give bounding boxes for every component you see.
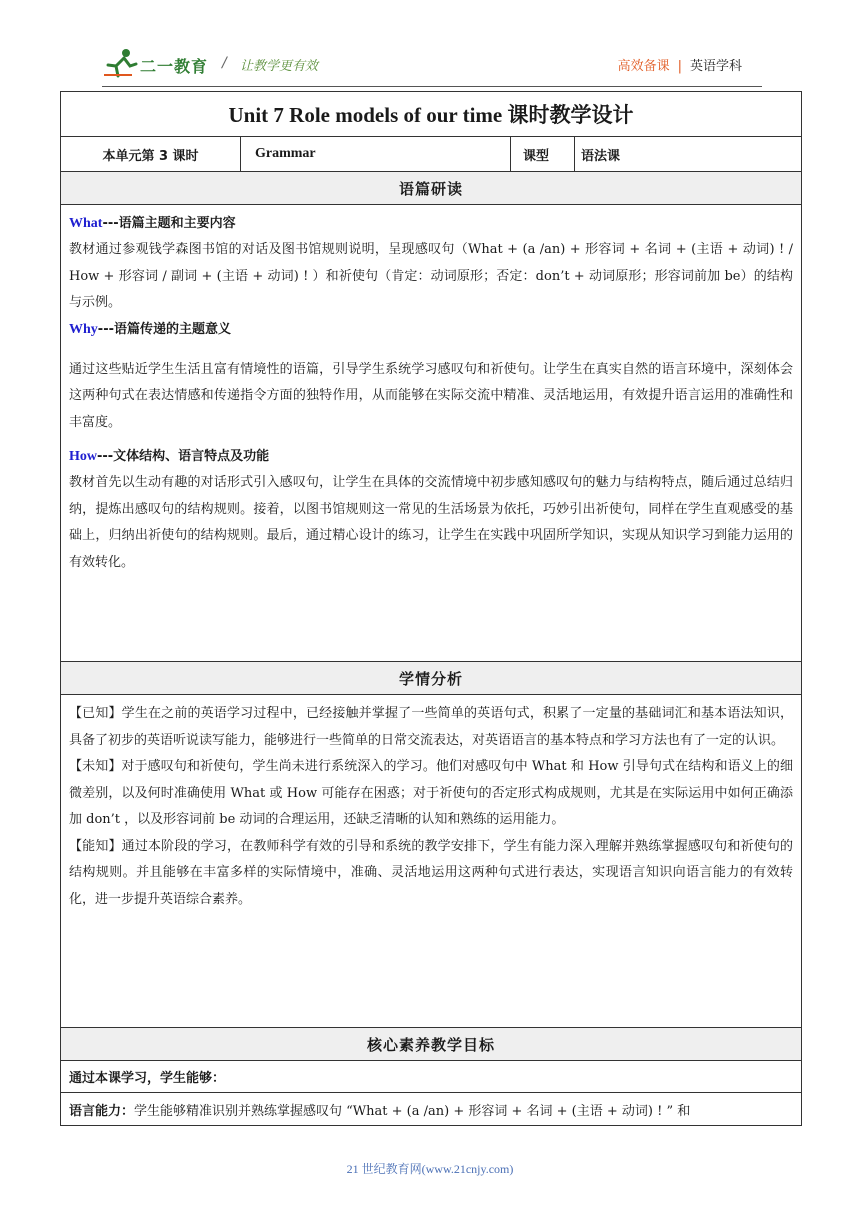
- prep-label: 高效备课: [617, 59, 670, 74]
- why-title: ---语篇传递的主题意义: [97, 321, 231, 337]
- header-rule: [102, 86, 762, 87]
- page-header: [0, 0, 860, 90]
- what-keyword: What: [69, 216, 103, 231]
- runner-logo-icon: [104, 48, 138, 78]
- lesson-type-value: 语法课: [581, 148, 621, 164]
- header-divider: |: [677, 59, 682, 74]
- what-heading: [69, 211, 793, 237]
- ability-label: 语言能力：: [69, 1103, 135, 1119]
- why-keyword: Why: [69, 321, 98, 337]
- how-text: 教材首先以生动有趣的对话形式引入感叹句，让学生在具体的交流情境中初步感知感叹句的魅力与结构特点，随后通过总结归纳，提炼出感叹句的结构规则。接着，以图书馆规则这一常见的生活场景为依托，巧妙引出祈使句，同样在学生直观感受的基础上，归纳出祈使句的结构规则。最后，通过精心设计的练习，让学生在实践中巩固所学知识，实现从知识学习到能力运用的有效转化。: [69, 475, 793, 570]
- section-heading-core-goals: 核心素养教学目标: [61, 1028, 801, 1061]
- header-right: [618, 55, 742, 74]
- document-title: Unit 7 Role models of our time 课时教学设计: [61, 92, 801, 137]
- what-title: ---语篇主题和主要内容: [102, 216, 236, 231]
- lesson-type-label: 课型: [511, 137, 575, 171]
- page-footer: 21 世纪教育网(www.21cnjy.com): [346, 1162, 514, 1176]
- text-analysis-body: [61, 205, 801, 662]
- unknown-text: 【未知】对于感叹句和祈使句，学生尚未进行系统深入的学习。他们对感叹句中 What 和 How 引导句式在结构和语义上的细微差别，以及何时准确使用 What 或 How 可能存在困惑；对于祈使句的否定形式构成规则，尤其是在实际运用中如何正确添加 don’t ，以及形容词前 be 动词的合理运用，还缺乏清晰的认知和熟练的运用能力。: [69, 759, 793, 827]
- slogan: 让教学更有效: [240, 59, 319, 74]
- lesson-topic: Grammar: [241, 137, 511, 171]
- why-text: 通过这些贴近学生生活且富有情境性的语篇，引导学生系统学习感叹句和祈使句。让学生在真实自然的语言环境中，深刻体会这两种句式在表达情感和传递指令方面的独特作用，从而能够在实际交流中精准、灵活地运用，有效提升语言运用的准确性和丰富度。: [69, 361, 793, 430]
- lesson-design-table: [60, 91, 802, 1126]
- section-heading-text-analysis: 语篇研读: [61, 172, 801, 205]
- goals-intro: 通过本课学习，学生能够：: [61, 1061, 801, 1093]
- why-heading: [69, 317, 793, 343]
- how-keyword: How: [69, 449, 97, 464]
- section-heading-learner-analysis: 学情分析: [61, 662, 801, 695]
- able-text: 【能知】通过本阶段的学习，在教师科学有效的引导和系统的教学安排下，学生有能力深入理解并熟练掌握感叹句和祈使句的结构规则。并且能够在丰富多样的实际情境中，准确、灵活地运用这两种句式进行表达，实现语言知识向语言能力的有效转化，进一步提升英语综合素养。: [69, 838, 793, 907]
- known-text: 【已知】学生在之前的英语学习过程中，已经接触并掌握了一些简单的英语句式，积累了一定量的基础词汇和基本语法知识，具备了初步的英语听说读写能力，能够进行一些简单的日常交流表达，对英语语言的基本特点和学习方法也有了一定的认识。: [69, 706, 793, 748]
- lesson-number: 本单元第 3 课时: [61, 137, 241, 171]
- ability-text: 学生能够精准识别并熟练掌握感叹句 “What + (a /an) + 形容词 + 名词 + (主语 + 动词) ! ” 和: [134, 1103, 691, 1119]
- lesson-info-row: [61, 137, 801, 172]
- how-heading: [69, 444, 793, 470]
- learner-analysis-body: [61, 695, 801, 1028]
- what-text: 教材通过参观钱学森图书馆的对话及图书馆规则说明，呈现感叹句（What + (a /an) + 形容词 + 名词 + (主语 + 动词) ! / How + 形容词 / 副词 + (主语 + 动词) ! ）和祈使句（肯定：动词原形；否定：don’t + 动词原形；形容词前加 be）的结构与示例。: [69, 242, 793, 310]
- subject-label: 英语学科: [689, 59, 742, 74]
- slogan-separator: /: [222, 55, 227, 71]
- how-title: ---文体结构、语言特点及功能: [97, 449, 270, 464]
- spacer: [69, 343, 793, 357]
- language-ability-row: [61, 1093, 801, 1125]
- logo: [104, 48, 214, 78]
- logo-text: 二一教育: [140, 57, 209, 76]
- spacer: [69, 436, 793, 444]
